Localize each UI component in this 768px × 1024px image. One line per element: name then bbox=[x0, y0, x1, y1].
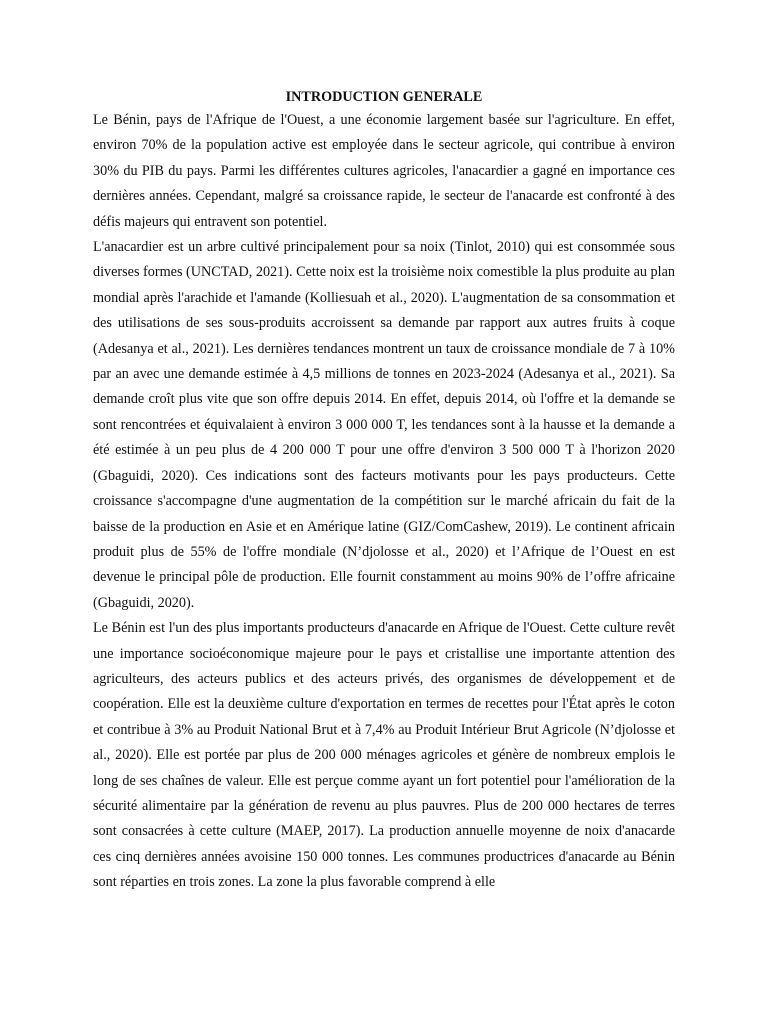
paragraph-3: Le Bénin est l'un des plus importants producteurs d'anacarde en Afrique de l'Ouest. Cette culture revêt une importance socioéconomique majeure pour le pays et cristallise une importante attention des agriculteurs, des acteurs publics et des acteurs privés, des organismes de développement et de coopération. Elle est la deuxième culture d'exportation en termes de recettes pour l'État après le coton et contribue à 3% au Produit National Brut et à 7,4% au Produit Intérieur Brut Agricole (N’djolosse et al., 2020). Elle est portée par plus de 200 000 ménages agricoles et génère de nombreux emplois le long de ses chaînes de valeur. Elle est perçue comme ayant un fort potentiel pour l'amélioration de la sécurité alimentaire par la génération de revenu au plus pauvres. Plus de 200 000 hectares de terres sont consacrées à cette culture (MAEP, 2017). La production annuelle moyenne de noix d'anacarde ces cinq dernières années avoisine 150 000 tonnes. Les communes productrices d'anacarde au Bénin sont réparties en trois zones. La zone la plus favorable comprend à elle bbox=[93, 620, 675, 891]
paragraph-1: Le Bénin, pays de l'Afrique de l'Ouest, a une économie largement basée sur l'agriculture. En effet, environ 70% de la population active est employée dans le secteur agricole, qui contribue à environ 30% du PIB du pays. Parmi les différentes cultures agricoles, l'anacardier a gagné en importance ces dernières années. Cependant, malgré sa croissance rapide, le secteur de l'anacarde est confronté à des défis majeurs qui entravent son potentiel. bbox=[93, 112, 675, 230]
section-title: INTRODUCTION GENERALE bbox=[285, 89, 483, 105]
paragraph-2: L'anacardier est un arbre cultivé principalement pour sa noix (Tinlot, 2010) qui est consommée sous diverses formes (UNCTAD, 2021). Cette noix est la troisième noix comestible la plus produite au plan mondial après l'arachide et l'amande (Kolliesuah et al., 2020). L'augmentation de sa consommation et des utilisations de ses sous-produits accroissent sa demande par rapport aux autres fruits à coque (Adesanya et al., 2021). Les dernières tendances montrent un taux de croissance mondiale de 7 à 10% par an avec une demande estimée à 4,5 millions de tonnes en 2023-2024 (Adesanya et al., 2021). Sa demande croît plus vite que son offre depuis 2014. En effet, depuis 2014, où l'offre et la demande se sont rencontrées et équivalaient à environ 3 000 000 T, les tendances sont à la hausse et la demande a été estimée à un peu plus de 4 200 000 T pour une offre d'environ 3 500 000 T à l'horizon 2020 (Gbaguidi, 2020). Ces indications sont des facteurs motivants pour les pays producteurs. Cette croissance s'accompagne d'une augmentation de la compétition sur le marché africain du fait de la baisse de la production en Asie et en Amérique latine (GIZ/ComCashew, 2019). Le continent africain produit plus de 55% de l'offre mondiale (N’djolosse et al., 2020) et l’Afrique de l’Ouest en est devenue le principal pôle de production. Elle fournit constamment au moins 90% de l’offre africaine (Gbaguidi, 2020). bbox=[93, 239, 675, 611]
document-body bbox=[93, 86, 675, 896]
